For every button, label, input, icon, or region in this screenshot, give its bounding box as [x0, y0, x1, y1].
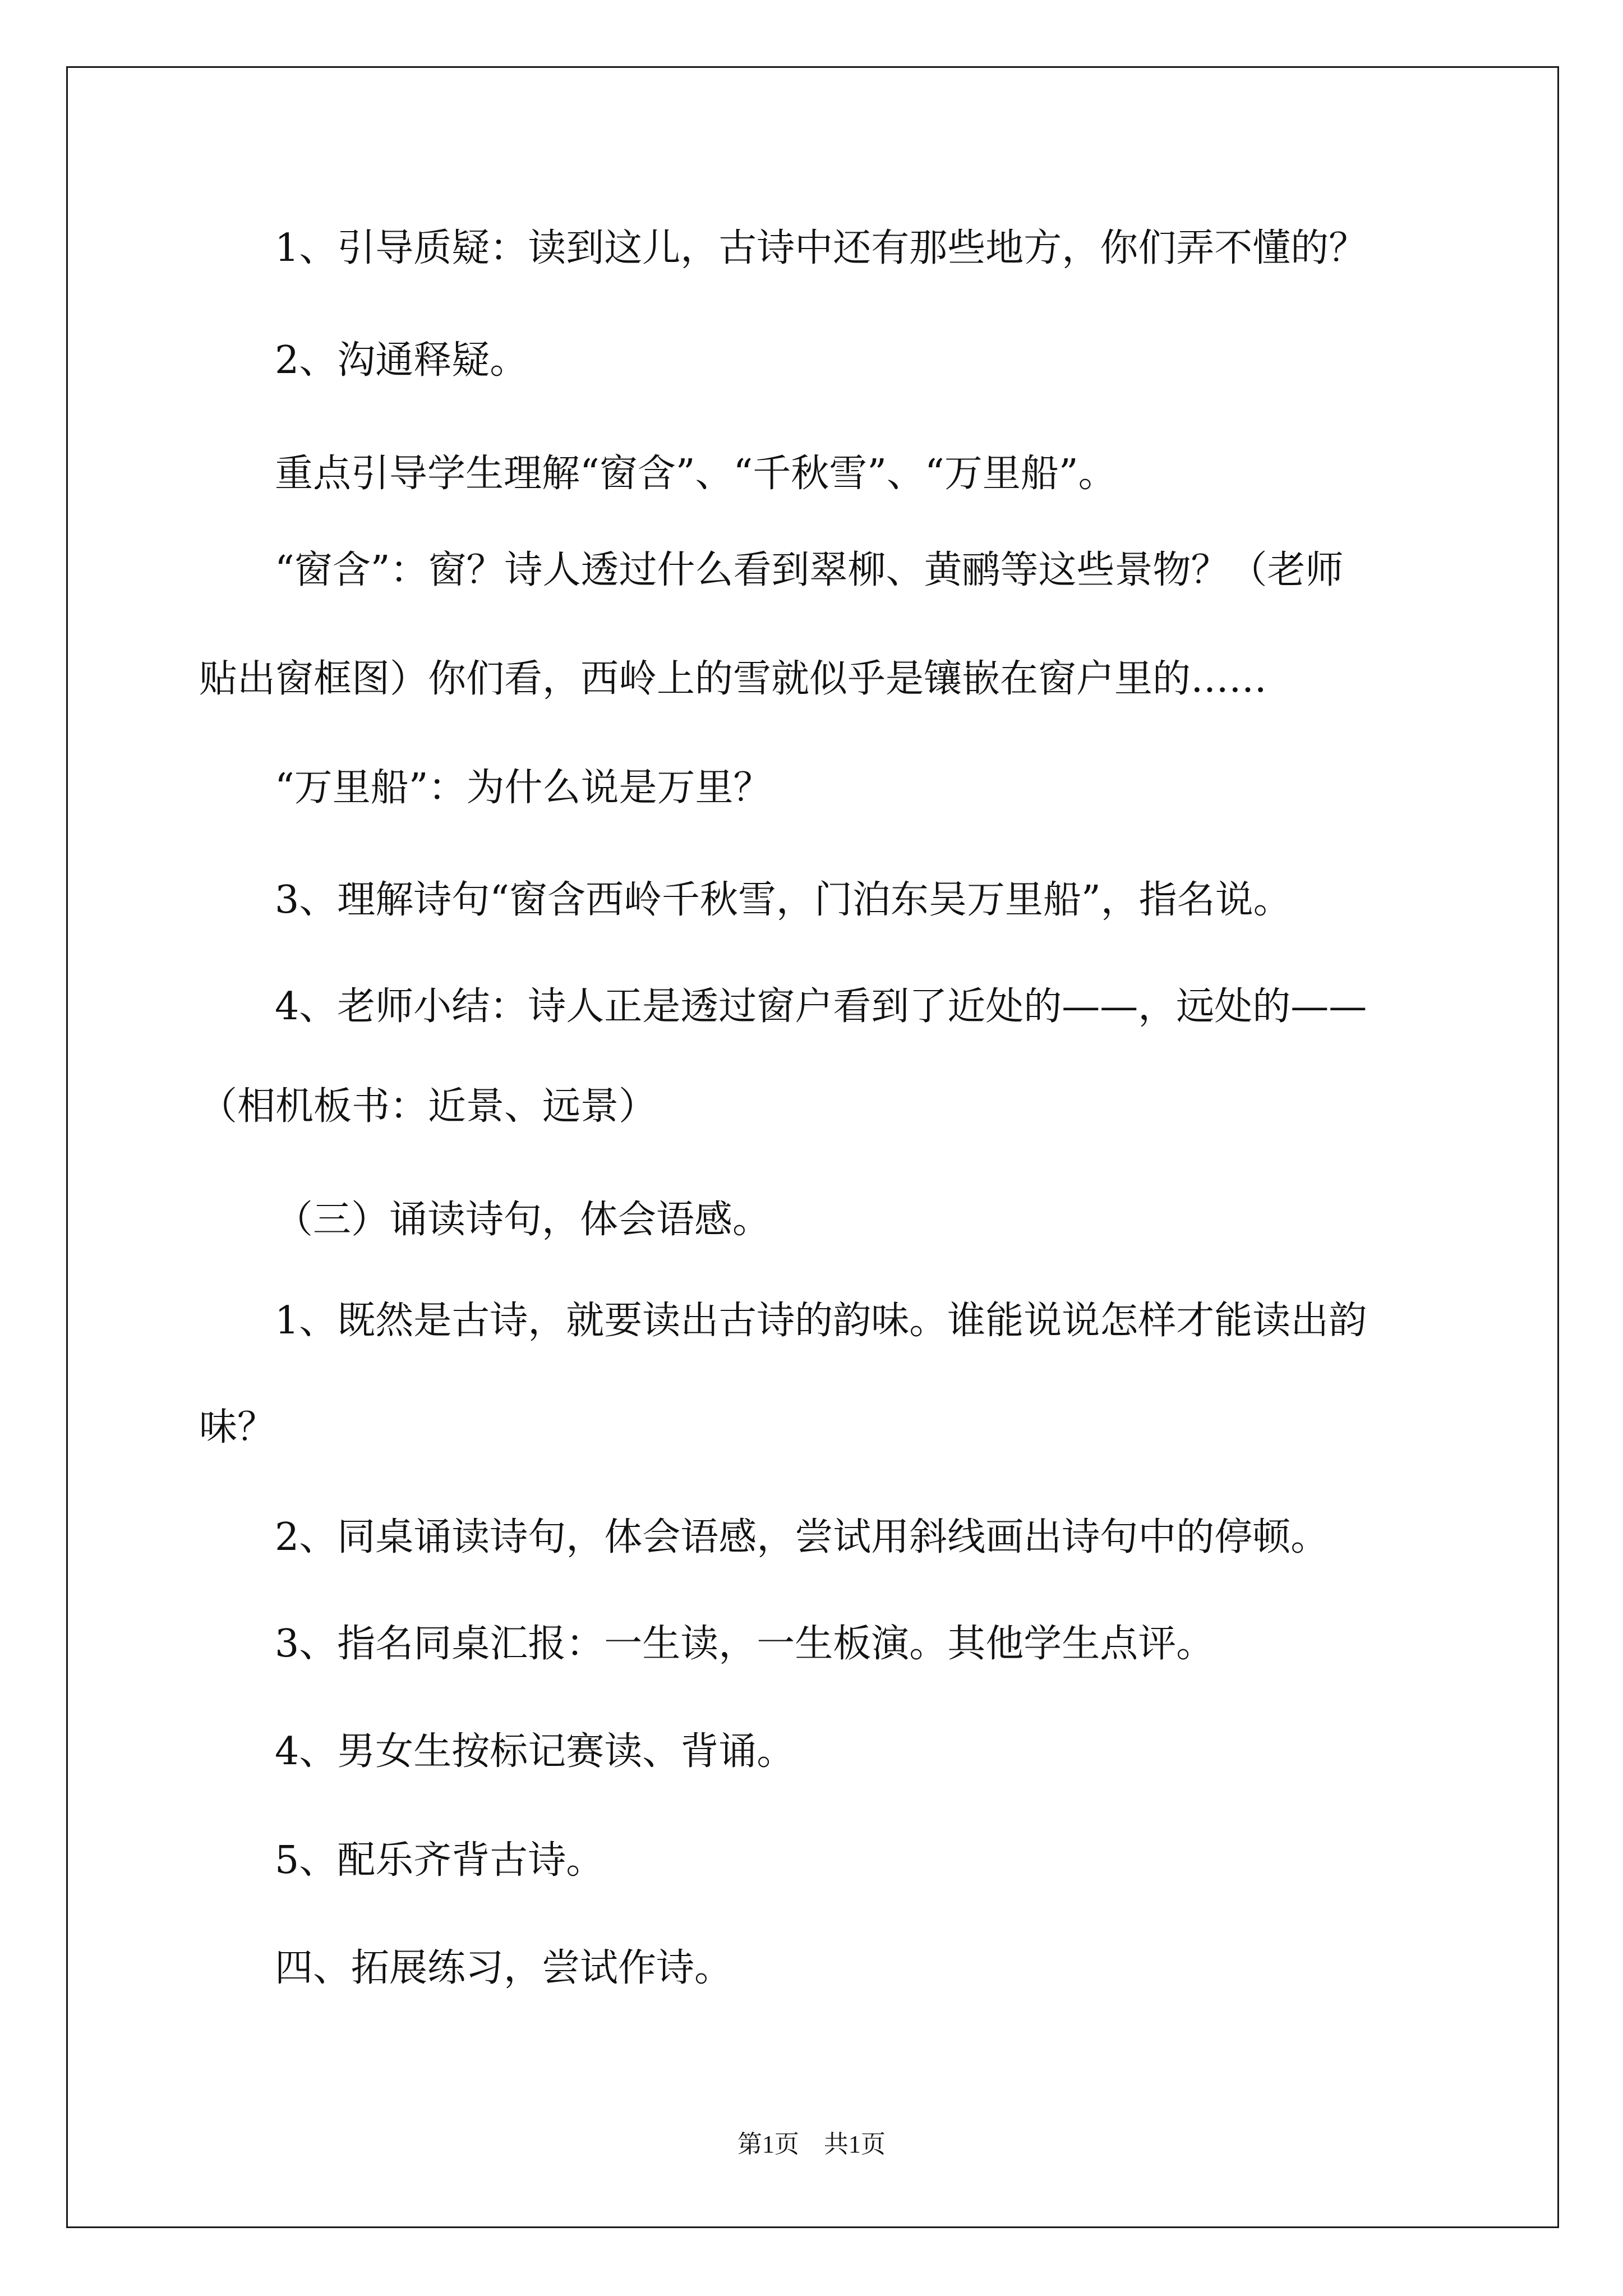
paragraph-line: 重点引导学生理解“窗含”、“千秋雪”、“万里船”。: [275, 452, 1117, 496]
paragraph-line: “窗含”：窗？诗人透过什么看到翠柳、黄鹂等这些景物？（老师: [275, 548, 1344, 592]
page-footer: 第1页 共1页: [737, 2131, 886, 2158]
paragraph-line: 3、指名同桌汇报：一生读，一生板演。其他学生点评。: [275, 1622, 1215, 1666]
paragraph-line: 贴出窗框图）你们看，西岭上的雪就似乎是镶嵌在窗户里的……: [199, 657, 1267, 701]
paragraph-line: 4、老师小结：诗人正是透过窗户看到了近处的——，远处的——: [275, 984, 1367, 1029]
paragraph-line: 味？: [199, 1405, 276, 1450]
paragraph-line: 2、同桌诵读诗句，体会语感，尝试用斜线画出诗句中的停顿。: [275, 1515, 1329, 1559]
paragraph-line: 1、引导质疑：读到这儿，古诗中还有那些地方，你们弄不懂的？: [275, 226, 1367, 270]
paragraph-line: （三）诵读诗句，体会语感。: [275, 1198, 771, 1242]
paragraph-line: 5、配乐齐背古诗。: [275, 1838, 605, 1883]
paragraph-line: 2、沟通释疑。: [275, 338, 528, 383]
paragraph-line: 1、既然是古诗，就要读出古诗的韵味。谁能说说怎样才能读出韵: [275, 1299, 1367, 1343]
paragraph-line: 3、理解诗句“窗含西岭千秋雪，门泊东吴万里船”，指名说。: [275, 878, 1292, 922]
paragraph-line: “万里船”：为什么说是万里？: [275, 766, 772, 810]
paragraph-line: 4、男女生按标记赛读、背诵。: [275, 1729, 795, 1774]
paragraph-line: （相机板书：近景、远景）: [199, 1084, 657, 1129]
paragraph-line: 四、拓展练习，尝试作诗。: [275, 1946, 733, 1990]
